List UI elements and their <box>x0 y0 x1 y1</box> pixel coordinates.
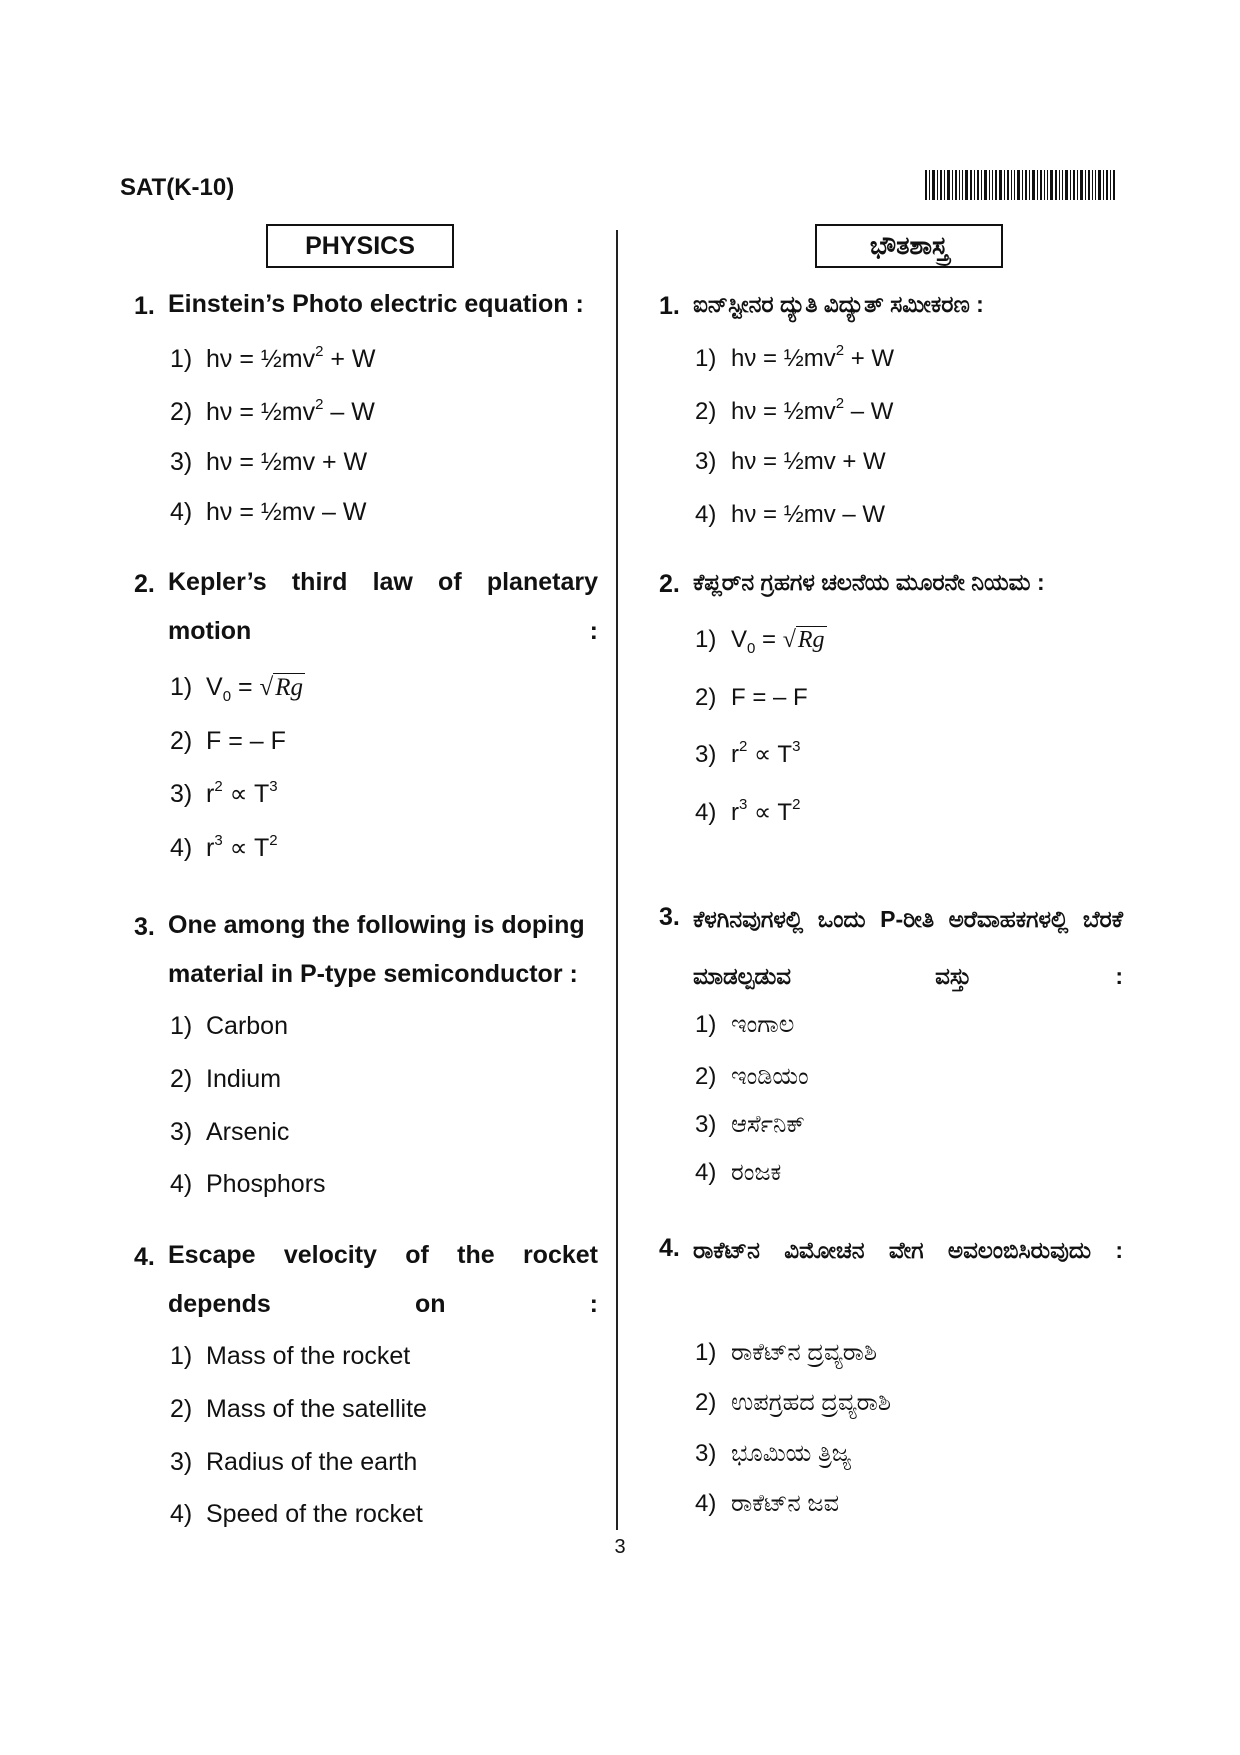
question-text: ಐನ್‌ಸ್ಟೀನರ ದ್ಯುತಿ ವಿದ್ಯುತ್ ಸಮೀಕರಣ : <box>693 291 984 317</box>
option-1: 1) ರಾಕೆಟ್‌ನ ದ್ರವ್ಯರಾಶಿ <box>695 1339 878 1366</box>
question-text: ಕೆಪ್ಲರ್‌ನ ಗ್ರಹಗಳ ಚಲನೆಯ ಮೂರನೇ ನಿಯಮ : <box>693 569 1045 595</box>
option-1: 1) $h\nu = \frac{1}{2}mv^2 + W$ <box>170 343 376 373</box>
option-2: 2) F = – F <box>170 727 286 755</box>
option-3: 3) hν = ½mv + W <box>695 448 886 475</box>
square-root-icon: √Rg <box>782 627 825 653</box>
option-2: 2) Mass of the satellite <box>170 1395 427 1423</box>
option-4: 4) ರಂಜಕ <box>695 1159 782 1186</box>
question-number: 1. <box>659 292 680 320</box>
option-2: 2) Indium <box>170 1065 282 1093</box>
option-1: 1) ಇಂಗಾಲ <box>695 1011 795 1038</box>
option-1: 1) $h\nu = \frac{1}{2}mv^2 + W$ <box>695 342 895 372</box>
option-1: 1) Carbon <box>170 1012 288 1040</box>
page-number: 3 <box>614 1536 626 1558</box>
option-3: 3) hν = ½mv + W <box>170 448 368 476</box>
barcode-image <box>925 170 1115 200</box>
column-divider <box>616 230 618 1530</box>
question-number: 4. <box>134 1243 155 1271</box>
option-4: 4) hν = ½mv – W <box>170 498 367 526</box>
option-2: 2) $h\nu = \frac{1}{2}mv^2 - W$ <box>170 396 375 426</box>
question-text: Kepler’s third law of planetary motion : <box>168 568 598 645</box>
question-number: 2. <box>134 570 155 598</box>
question-text: One among the following is doping material in P-type semiconductor : <box>168 911 585 988</box>
question-text: Escape velocity of the rocket depends on : <box>168 1241 598 1318</box>
option-4: 4) Phosphors <box>170 1170 326 1198</box>
option-4: 4) $r^3 \propto T^2$ <box>695 796 801 826</box>
option-3: 3) Radius of the earth <box>170 1448 418 1476</box>
question-number: 1. <box>134 292 155 320</box>
question-number: 3. <box>134 913 155 941</box>
option-3: 3) ಭೂಮಿಯ ತ್ರಿಜ್ಯ <box>695 1440 852 1467</box>
question-text: Einstein’s Photo electric equation : <box>168 290 584 318</box>
question-text: ಕೆಳಗಿನವುಗಳಲ್ಲಿ ಒಂದು P-ರೀತಿ ಅರೆವಾಹಕಗಳಲ್ಲಿ ಬೆರಕೆ ಮಾಡಲ್ಪಡುವ ವಸ್ತು : <box>693 906 1123 989</box>
option-2: 2) F = – F <box>695 684 808 711</box>
question-number: 2. <box>659 570 680 598</box>
option-4: 4) ರಾಕೆಟ್‌ನ ಜವ <box>695 1490 839 1517</box>
option-2: 2) $h\nu = \frac{1}{2}mv^2 - W$ <box>695 395 894 425</box>
subject-title-kannada: ಭೌತಶಾಸ್ತ್ರ <box>815 224 1003 268</box>
option-1: 1) Mass of the rocket <box>170 1342 411 1370</box>
option-4: 4) hν = ½mv – W <box>695 501 886 528</box>
subject-title-english: PHYSICS <box>266 224 454 268</box>
option-3: 3) ಆರ್ಸೆನಿಕ್ <box>695 1111 805 1138</box>
question-text: ರಾಕೆಟ್‌ನ ವಿಮೋಚನ ವೇಗ ಅವಲಂಬಿಸಿರುವುದು : <box>693 1237 1123 1263</box>
option-4: 4) $r^3 \propto T^2$ <box>170 832 278 862</box>
option-1: 1) $V_0 = √Rg$ <box>170 673 304 705</box>
option-1: 1) $V_0 = √Rg$ <box>695 626 825 657</box>
question-number: 3. <box>659 903 680 931</box>
option-2: 2) ಇಂಡಿಯಂ <box>695 1063 809 1090</box>
square-root-icon: √Rg <box>259 674 304 701</box>
option-3: 3) Arsenic <box>170 1118 290 1146</box>
option-4: 4) Speed of the rocket <box>170 1500 423 1528</box>
option-3: 3) $r^2 \propto T^3$ <box>695 738 801 768</box>
question-number: 4. <box>659 1234 680 1262</box>
option-2: 2) ಉಪಗ್ರಹದ ದ್ರವ್ಯರಾಶಿ <box>695 1389 892 1416</box>
exam-code: SAT(K-10) <box>120 174 235 201</box>
option-3: 3) $r^2 \propto T^3$ <box>170 778 278 808</box>
